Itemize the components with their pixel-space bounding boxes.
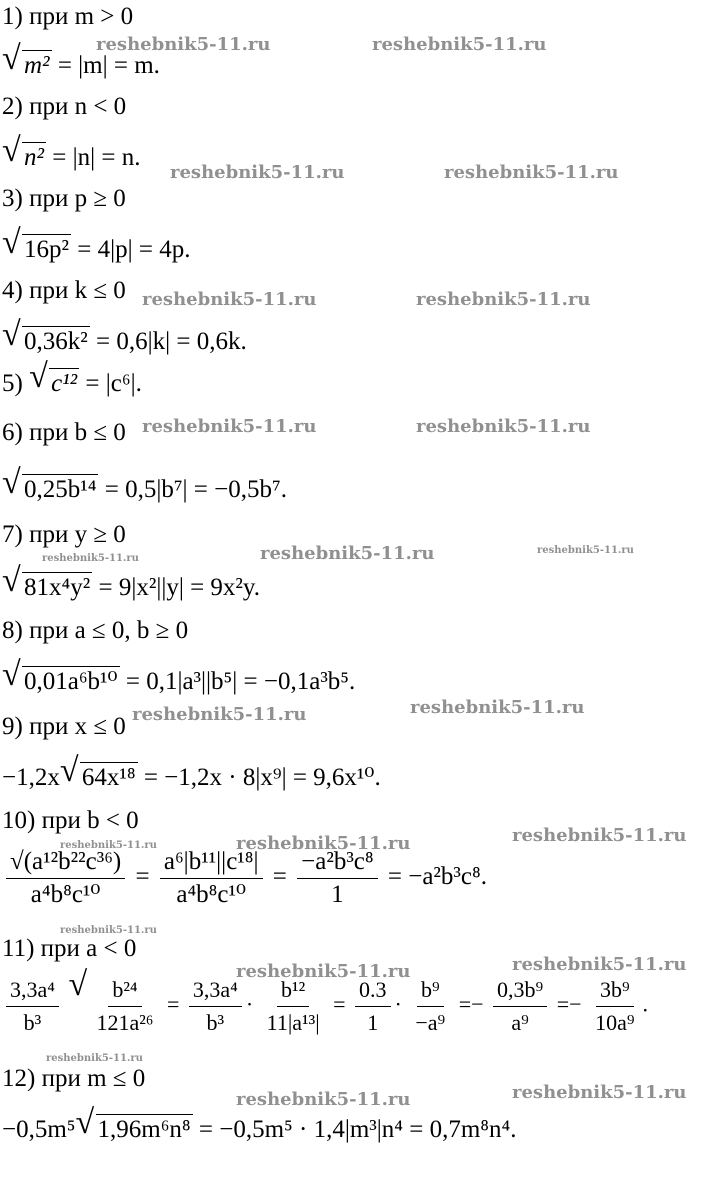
equals-sign: =: [458, 991, 472, 1017]
watermark: reshebnik5-11.ru: [142, 416, 317, 437]
fraction: [189, 976, 242, 1037]
watermark: reshebnik5-11.ru: [132, 704, 307, 725]
equation-rhs: = 0,6|k| = 0,6k.: [89, 328, 247, 355]
item-11-equation: $\frac{\text{3,3a⁴}}{\text{b³}}$ √ $\frac{\text{b²⁴}}{\text{121a²⁶}}$ = $\frac{\text{3,3a⁴}}{\text{b³}}$ · $\frac{\text{b¹²}}{\text{11|a¹³|}}$ = $\frac{0.3}{1}$ · $\frac{\text{b⁹}}{\text{−a⁹}}$ =− $\frac{\text{0,3b⁹}}{\text{a⁹}}$ =− $\frac{\text{3b⁹}}{\text{10a⁹}}$ .: [2, 976, 648, 1037]
item-9-condition: 9) при x ≤ 0: [2, 713, 126, 740]
equation-rhs: = |c⁶|.: [79, 370, 142, 397]
sqrt: √ n²: [2, 132, 44, 171]
denominator: b³: [23, 1010, 42, 1035]
item-number: 5): [2, 370, 30, 397]
equation-rhs: = 4|p| = 4p.: [71, 236, 191, 263]
equation-rhs: = −a²b³c⁸.: [387, 863, 487, 891]
numerator: b⁹: [417, 976, 444, 1007]
fraction: [92, 976, 157, 1037]
denominator: 10a⁹: [595, 1010, 635, 1035]
watermark: reshebnik5-11.ru: [236, 961, 411, 982]
item-4-equation: [2, 316, 247, 357]
equation-rhs: = −1,2x · 8|x⁹| = 9,6x¹⁰.: [137, 764, 381, 791]
watermark: reshebnik5-11.ru: [410, 697, 585, 718]
item-11-condition: 11) при a < 0: [2, 935, 137, 962]
equals-sign: =: [166, 991, 180, 1017]
watermark: reshebnik5-11.ru: [42, 553, 139, 564]
denominator: −a⁹: [415, 1010, 446, 1035]
watermark: reshebnik5-11.ru: [170, 162, 345, 183]
watermark: reshebnik5-11.ru: [512, 825, 687, 846]
fraction: [493, 976, 547, 1037]
watermark: reshebnik5-11.ru: [96, 34, 271, 55]
watermark: reshebnik5-11.ru: [260, 543, 435, 564]
sqrt: √ $\frac{\text{b²⁴}}{\text{121a²⁶}}$: [68, 976, 161, 1037]
sqrt: √ m²: [2, 40, 50, 79]
sqrt: √ c¹²: [29, 358, 78, 397]
fraction: [355, 976, 391, 1037]
fraction: [6, 976, 59, 1037]
sqrt: √ 0,36k²: [2, 316, 88, 355]
denominator: 1: [331, 881, 344, 908]
item-6-condition: 6) при b ≤ 0: [2, 419, 126, 446]
item-10-condition: 10) при b < 0: [2, 807, 139, 834]
watermark: reshebnik5-11.ru: [236, 833, 411, 854]
item-9-equation: [2, 752, 381, 793]
coefficient: −0,5m⁵: [2, 1116, 76, 1143]
watermark: reshebnik5-11.ru: [416, 416, 591, 437]
item-12-condition: 12) при m ≤ 0: [2, 1065, 146, 1092]
item-8-equation: [2, 656, 356, 697]
equation-rhs: = 9|x²||y| = 9x²y.: [92, 574, 261, 601]
coefficient: −1,2x: [2, 764, 60, 791]
item-3-equation: [2, 224, 191, 265]
radicand: 0,25b¹⁴: [24, 476, 97, 503]
sqrt: √ 1,96m⁶n⁸: [75, 1104, 191, 1143]
equals-sign: =: [333, 991, 346, 1017]
equation-rhs: = −0,5m⁵ · 1,4|m³|n⁴ = 0,7m⁸n⁴.: [192, 1116, 517, 1143]
sqrt: √ 81x⁴y²: [2, 562, 91, 601]
watermark: reshebnik5-11.ru: [236, 1089, 411, 1110]
watermark: reshebnik5-11.ru: [372, 34, 547, 55]
numerator: b²⁴: [108, 976, 141, 1007]
fraction: [411, 976, 449, 1037]
watermark: reshebnik5-11.ru: [512, 954, 687, 975]
numerator: 3,3a⁴: [6, 976, 59, 1007]
denominator: 11|a¹³|: [266, 1010, 320, 1035]
item-10-equation: [2, 848, 487, 909]
watermark: reshebnik5-11.ru: [416, 289, 591, 310]
equation-rhs: = |n| = n.: [46, 144, 141, 171]
item-12-equation: [2, 1104, 517, 1145]
equals-sign: =: [556, 991, 570, 1017]
denominator: 121a²⁶: [96, 1010, 154, 1035]
numerator: √(a¹²b²²c³⁶): [6, 848, 125, 879]
radicand: 16p²: [24, 236, 69, 263]
watermark: reshebnik5-11.ru: [46, 1053, 143, 1064]
item-2-equation: [2, 132, 141, 173]
numerator: b¹²: [277, 976, 309, 1007]
item-7-condition: 7) при y ≥ 0: [2, 521, 126, 548]
radicand: 0,36k²: [24, 328, 88, 355]
fraction: [297, 848, 378, 909]
radicand: 81x⁴y²: [24, 574, 91, 601]
item-8-condition: 8) при a ≤ 0, b ≥ 0: [2, 617, 189, 644]
denominator: a⁹: [511, 1010, 529, 1035]
denominator: a⁴b⁸c¹⁰: [30, 881, 101, 908]
equation-rhs: = |m| = m.: [51, 52, 160, 79]
item-6-equation: [2, 464, 287, 505]
denominator: 1: [367, 1010, 379, 1035]
item-3-condition: 3) при p ≥ 0: [2, 185, 126, 212]
radicand: 0,01a⁶b¹⁰: [24, 668, 118, 695]
fraction: [6, 848, 125, 909]
item-7-equation: [2, 562, 261, 603]
watermark: reshebnik5-11.ru: [444, 162, 619, 183]
radicand: 1,96m⁶n⁸: [97, 1116, 191, 1143]
numerator: a⁶|b¹¹||c¹⁸|: [160, 848, 263, 879]
denominator: a⁴b⁸c¹⁰: [176, 881, 247, 908]
sqrt: √ 64x¹⁸: [59, 752, 136, 791]
sqrt: √ 16p²: [2, 224, 69, 263]
watermark: reshebnik5-11.ru: [60, 840, 157, 851]
sqrt: √ 0,01a⁶b¹⁰: [2, 656, 118, 695]
item-5-equation: [2, 358, 142, 399]
watermark: reshebnik5-11.ru: [60, 925, 157, 936]
equation-rhs: = 0,1|a³||b⁵| = −0,1a³b⁵.: [119, 668, 356, 695]
denominator: b³: [206, 1010, 225, 1035]
numerator: −a²b³c⁸: [297, 848, 378, 879]
numerator: 3,3a⁴: [189, 976, 242, 1007]
fraction: [263, 976, 324, 1037]
equals-sign: =: [272, 863, 287, 891]
item-4-condition: 4) при k ≤ 0: [2, 277, 126, 304]
item-2-condition: 2) при n < 0: [2, 93, 127, 120]
fraction: [591, 976, 638, 1037]
item-1-condition: 1) при m > 0: [2, 3, 134, 30]
watermark: reshebnik5-11.ru: [142, 289, 317, 310]
fraction: [160, 848, 263, 909]
watermark: reshebnik5-11.ru: [512, 1082, 687, 1103]
numerator: 3b⁹: [596, 976, 634, 1007]
radicand: c¹²: [51, 370, 78, 397]
radicand: n²: [24, 144, 44, 171]
equals-sign: =: [135, 863, 150, 891]
numerator: 0,3b⁹: [493, 976, 547, 1007]
radicand: m²: [24, 52, 50, 79]
equation-rhs: = 0,5|b⁷| = −0,5b⁷.: [98, 476, 287, 503]
sqrt: √ 0,25b¹⁴: [2, 464, 97, 503]
watermark: reshebnik5-11.ru: [537, 545, 634, 556]
numerator: 0.3: [355, 976, 391, 1007]
radicand: 64x¹⁸: [81, 764, 136, 791]
